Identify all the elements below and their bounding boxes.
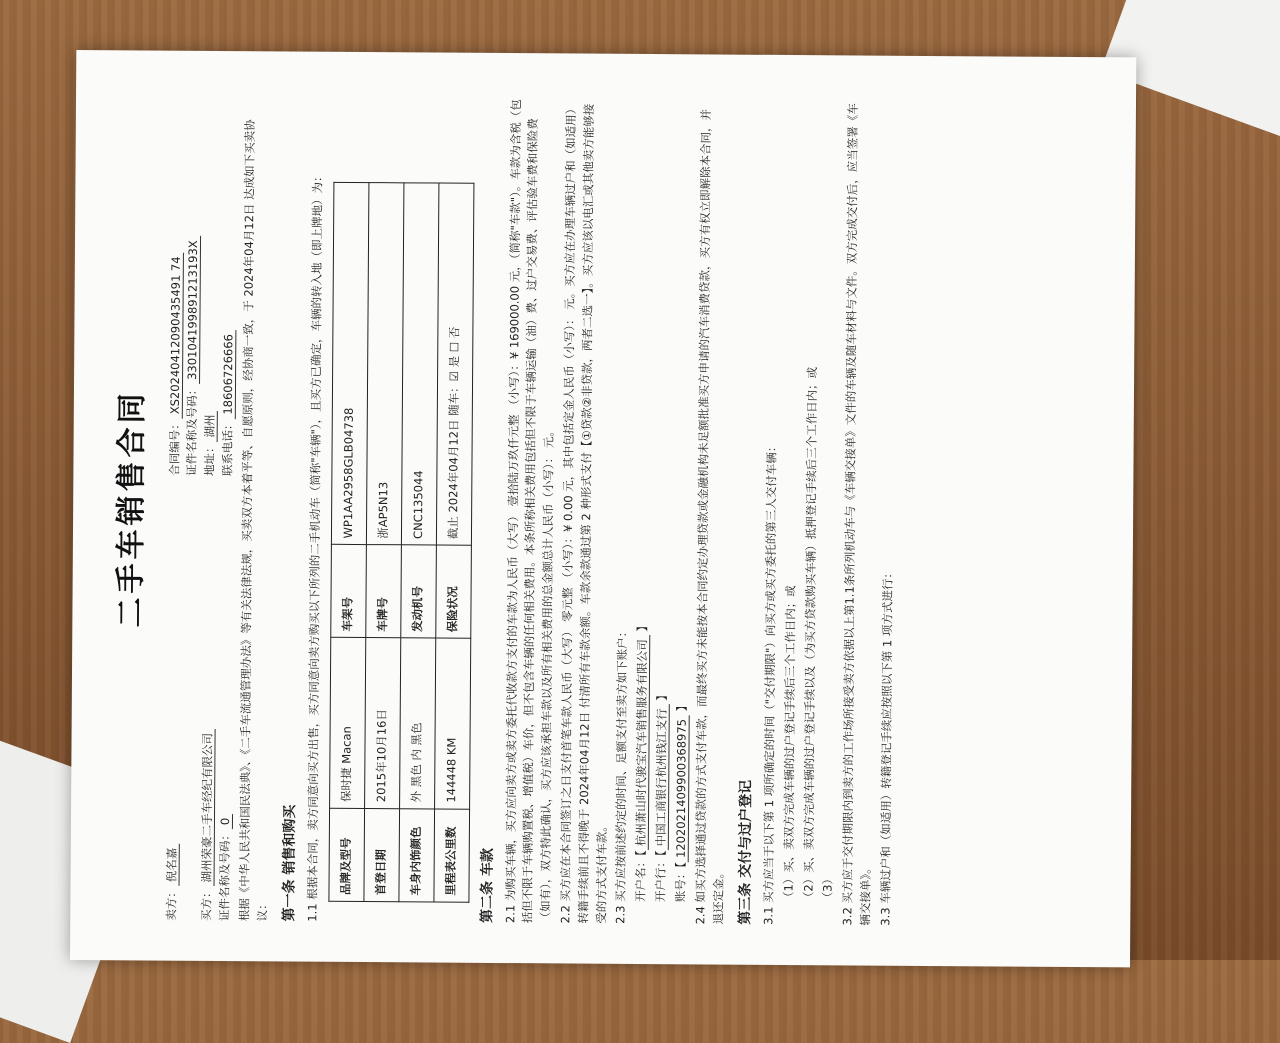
seller-name: 倪名嘉 — [164, 844, 179, 887]
account-no-line: 账号：【1202021409900368975 】 — [673, 699, 689, 903]
clause-3-3: 3.3 车辆过户和（如适用）转籍登记手续应按照以下第 1 项方式进行： — [878, 567, 895, 926]
account-name-line: 开户名：【杭州萧山时代骏宝汽车销售服务有限公司 】 — [633, 620, 650, 903]
color-label: 车身内饰颜色 — [399, 809, 435, 902]
buyer-id: 0 — [218, 814, 233, 829]
phone: 18606726666 — [221, 330, 237, 419]
clause-2-1: 2.1 为购买车辆，买方应向卖方或卖方委托代收款方支付的车款为人民币（大写） 壹拾陆万玖仟元整 （小写）：¥ 169000.00 元，（简称"车款"）。车款为含税（包括但不限于车辆购置税、增值税）车价，但不包含车辆的任何相关费用。本条所称相关费用包括但不限于车辆运输（油）费、过户交易费、评估验车费和保险费（如有），双方特此确认，买方应该承担车款以及所有相关费用的总金额总计人民币（小写）： 元。 — [502, 99, 556, 924]
seller-label: 卖方： — [163, 886, 179, 921]
buyer-id-label: 证件名称及号码： — [217, 829, 232, 922]
vin-value: WP1AA2958GLB04738 — [331, 182, 369, 545]
brand-value: 保时捷 Macan — [329, 638, 365, 809]
reg-label: 首登日期 — [364, 809, 400, 902]
contract-no-label: 合同编号： — [166, 418, 182, 476]
table-row — [329, 182, 369, 901]
clause-1-1: 1.1 根据本合同，卖方同意向买方出售，买方同意向卖方购买以下所列的二手机动车（简称"车辆"），且买方已确定，车辆的转入地（即上牌地）为： — [305, 170, 325, 922]
address: 湖州 — [203, 410, 218, 441]
vin-label: 车架号 — [331, 545, 367, 638]
clause-2-2: 2.2 买方应在本合同签订之日支付首笔车款人民币（大写） 零元整 （小写）：¥ 0.00 元，其中包括定金人民币（小写）： 元。买方应在办理车辆过户和（如适用）转籍手续前且不得晚于 2024年04月12日 付清所有车款余额。车款余款通过第 2 种形式支付【①贷款②非贷款，两者二选一】。买方应该以电汇或其他卖方能够接受的方式支付车款。 — [558, 102, 609, 924]
clause-3-1-2: （2）买、卖双方完成车辆的过户登记手续以及（为买方贷款购买车辆）抵押登记手续后三个工作日内；或 — [801, 366, 819, 904]
vehicle-table — [328, 182, 474, 903]
table-row — [434, 183, 474, 902]
buyer-label: 买方： — [199, 886, 214, 922]
preamble: 根据《中华人民共和国民法典》、《二手车流通管理办法》等有关法律法规，买卖双方本着平等、自愿原则，经协商一致，于 2024年04月12日 达成如下买卖协议： — [237, 119, 269, 922]
clause-3-1: 3.1 买方应当于以下第 1 项所确定的时间（"交付期限"）向买方或买方委托的第三人交付车辆： — [761, 440, 779, 925]
engine-label: 发动机号 — [401, 545, 437, 638]
reg-value: 2015年10月16日 — [364, 638, 400, 809]
plate-label: 车牌号 — [366, 545, 402, 638]
km-label: 里程表公里数 — [434, 809, 470, 902]
account-no: 1202021409900368975 — [674, 715, 690, 862]
section-3-title: 第三条 交付与过户登记 — [737, 779, 755, 925]
clause-2-4: 2.4 如买方选择通过贷款的方式支付车款，而最终买方未能按本合同约定办理贷款或金融机构未足额批准买方申请的汽车消费贷款，买方有权立即解除本合同，并退还定金。 — [692, 108, 726, 925]
insurance-value: 截止 2024年04月12日 随车：☑ 是 ☐ 否 — [436, 183, 474, 546]
plate-value: 浙AP5N13 — [366, 183, 404, 546]
clause-3-1-3: （3） — [820, 872, 836, 904]
color-value: 外 黑色 内 黑色 — [399, 638, 435, 809]
table-row — [399, 183, 439, 902]
phone-label: 联系电话： — [220, 418, 235, 477]
account-no-label: 账号：【 — [673, 861, 688, 903]
brand-label: 品牌及型号 — [329, 808, 365, 901]
section-1-title: 第一条 销售和购买 — [281, 804, 299, 922]
clause-2-3: 2.3 买方应按前述约定的时间、足额支付至卖方如下账户： — [613, 625, 630, 924]
table-row — [364, 183, 404, 902]
buyer-name: 湖州荣豪二手车经纪有限公司 — [200, 729, 216, 887]
account-bank-line: 开户行：【中国工商银行杭州钱江支行 】 — [653, 689, 669, 903]
address-label: 地址： — [202, 441, 217, 477]
clause-3-1-1: （1）买、卖双方完成车辆的过户登记手续后三个工作日内；或 — [781, 585, 798, 904]
engine-value: CNC135044 — [401, 183, 439, 546]
section-2-title: 第二条 车款 — [479, 847, 496, 923]
seller-id-label: 证件名称及号码： — [184, 383, 200, 476]
page-title: 二手车销售合同 — [113, 389, 150, 628]
km-value: 144448 KM — [434, 639, 470, 810]
account-name: 杭州萧山时代骏宝汽车销售服务有限公司 — [634, 635, 651, 850]
seller-id: 330104199891213193X — [185, 236, 201, 384]
account-bank: 中国工商银行杭州钱江支行 — [654, 704, 670, 850]
clause-3-2: 3.2 买方应于交付期限内到卖方的工作场所接受卖方依据以上第1.1条所列机动车与《车辆交接单》文件的车辆及随车材料与文件。双方完成交付后，应当签署《车辆交接单》。 — [840, 103, 873, 926]
insurance-label: 保险状况 — [436, 546, 472, 639]
contract-page — [70, 50, 1136, 967]
account-name-label: 开户名：【 — [633, 850, 649, 903]
contract-no: XS20240412090435491 74 — [167, 252, 183, 418]
account-bank-label: 开户行：【 — [653, 850, 668, 903]
